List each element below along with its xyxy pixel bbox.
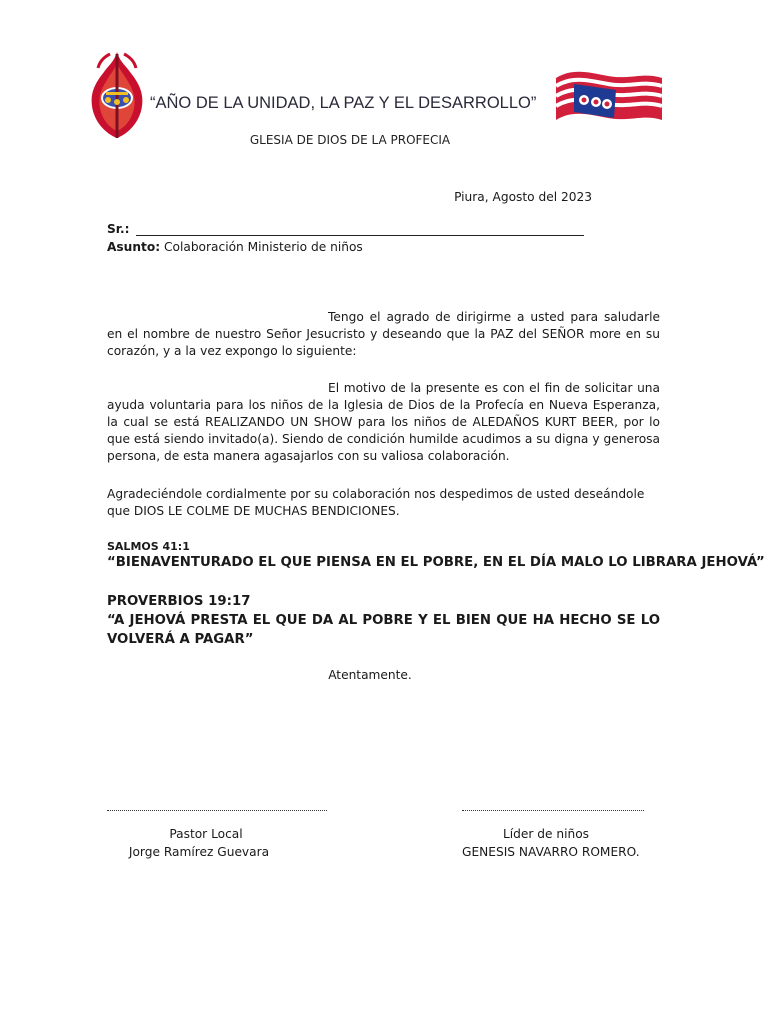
church-emblem-icon <box>86 48 148 140</box>
proverbios-quote: “A JEHOVÁ PRESTA EL QUE DA AL POBRE Y EL BIEN QUE HA HECHO SE LO VOLVERÁ A PAGAR” <box>107 613 660 647</box>
church-flag-icon <box>552 66 666 132</box>
motto-heading: “AÑO DE LA UNIDAD, LA PAZ Y EL DESARROLLO” <box>150 94 537 112</box>
paragraph-request: El motivo de la presente es con el fin de solicitar una ayuda voluntaria para los niños de la Iglesia de Dios de la Profecía en Nueva Esperanza, la cual se está REALIZANDO UN SHOW para los niños de ALEDAÑOS KURT BEER, por lo que está siendo invitado(a). Siendo de condición humilde acudimos a su digna y generosa persona, de esta manera agasajarlos con su valiosa colaboración. <box>107 381 660 463</box>
place-date: Piura, Agosto del 2023 <box>454 190 592 204</box>
signature-name-pastor: Jorge Ramírez Guevara <box>128 845 270 859</box>
salmos-reference: SALMOS 41:1 <box>107 540 190 553</box>
subject-text: Colaboración Ministerio de niños <box>160 240 363 254</box>
signature-line-leader <box>462 810 644 811</box>
signature-line-pastor <box>107 810 327 811</box>
subject-line <box>107 240 363 254</box>
paragraph-thanks: Agradeciéndole cordialmente por su colaboración nos despedimos de usted deseándole que DIOS LE COLME DE MUCHAS BENDICIONES. <box>107 487 645 518</box>
proverbios-reference: PROVERBIOS 19:17 <box>107 594 251 609</box>
subject-label: Asunto: <box>107 240 161 254</box>
paragraph-greeting: Tengo el agrado de dirigirme a usted para saludarle en el nombre de nuestro Señor Jesucristo y deseando que la PAZ del SEÑOR more en su corazón, y a la vez expongo lo siguiente: <box>107 310 660 358</box>
recipient-line <box>136 235 584 236</box>
signature-title-leader: Líder de niños <box>502 827 590 841</box>
recipient-label: Sr.: <box>107 222 130 236</box>
closing: Atentamente. <box>328 668 412 682</box>
church-name: GLESIA DE DIOS DE LA PROFECIA <box>249 133 451 147</box>
signature-name-leader: GENESIS NAVARRO ROMERO. <box>462 845 640 859</box>
signature-title-pastor: Pastor Local <box>169 827 243 841</box>
salmos-quote: “BIENAVENTURADO EL QUE PIENSA EN EL POBRE, EN EL DÍA MALO LO LIBRARA JEHOVÁ” <box>107 555 765 570</box>
